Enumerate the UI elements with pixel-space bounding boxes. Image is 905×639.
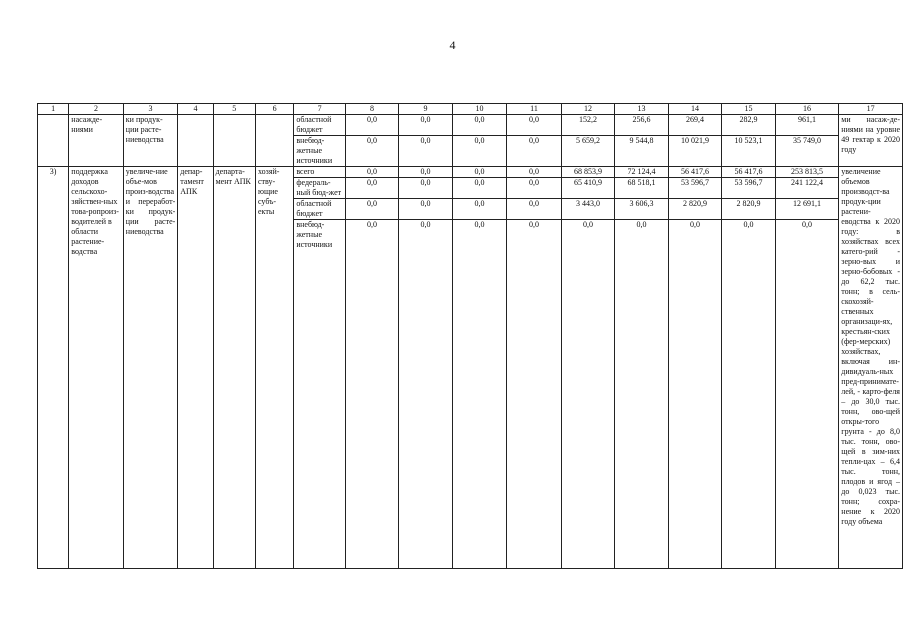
value-cell: 0,0 [775,220,839,569]
col-header: 16 [775,104,839,115]
source-cell: областной бюджет [294,199,345,220]
value-cell: 56 417,6 [668,167,721,178]
value-cell: 0,0 [507,220,562,569]
col-header: 14 [668,104,721,115]
value-cell: 0,0 [452,199,507,220]
value-cell: 0,0 [345,115,398,136]
result-cell: ми насаж-де-ниями на уровне 49 гектар к 2020 году [839,115,903,167]
source-cell: федераль-ный бюд-жет [294,178,345,199]
col-header: 8 [345,104,398,115]
col-header: 12 [561,104,614,115]
value-cell: 0,0 [615,220,668,569]
value-cell: 0,0 [507,167,562,178]
value-cell: 68 518,1 [615,178,668,199]
col-header: 13 [615,104,668,115]
col-header: 7 [294,104,345,115]
result-cell: увеличение объемов производст-ва продук-ции растени-еводства к 2020 году: в хозяйствах всех катего-рий - зерно-вых и зерно-бобовых - до 62,2 тыс. тонн; в сель-скохозяй-ственных организаци-ях, крестьян-ских (фер-мерских) хозяйствах, включая ин-дивидуаль-ных пред-принимате-лей, - карто-феля – до 30,0 тыс. тонн, ово-щей откры-того грунта - до 8,0 тыс. тонн, ово-щей в зим-них тепли-цах – 6,4 тыс. тонн, плодов и ягод – до 0,023 тыс. тонн; сохра-нение к 2020 году объема [839,167,903,569]
value-cell: 0,0 [561,220,614,569]
col-header: 9 [399,104,452,115]
source-cell: областной бюджет [294,115,345,136]
value-cell: 53 596,7 [722,178,775,199]
value-cell: 2 820,9 [668,199,721,220]
value-cell: 3 443,0 [561,199,614,220]
value-cell: 0,0 [668,220,721,569]
measure-cell: насажде-ниями [69,115,124,167]
value-cell: 3 606,3 [615,199,668,220]
item-number-cell: 3) [38,167,69,569]
executor-cell [213,115,255,167]
value-cell: 269,4 [668,115,721,136]
value-cell: 0,0 [399,220,452,569]
col-header: 5 [213,104,255,115]
value-cell: 0,0 [452,220,507,569]
value-cell: 56 417,6 [722,167,775,178]
goal-cell: увеличе-ние объе-мов произ-водства и переработ-ки продук-ции расте-ниеводства [123,167,178,569]
value-cell: 0,0 [399,115,452,136]
value-cell: 0,0 [399,199,452,220]
value-cell: 65 410,9 [561,178,614,199]
value-cell: 0,0 [399,178,452,199]
participant-cell [255,115,293,167]
value-cell: 5 659,2 [561,136,614,167]
value-cell: 0,0 [452,115,507,136]
col-header: 11 [507,104,562,115]
table-row [38,167,903,178]
participant-cell: хозяй-ству-ющие субъ-екты [255,167,293,569]
value-cell: 0,0 [345,136,398,167]
header-row [38,104,903,115]
executor-cell: депар-тамент АПК [178,167,213,569]
page-number: 4 [449,38,456,52]
goal-cell: ки продук-ции расте-ниеводства [123,115,178,167]
source-cell: внебюд-жетные источники [294,136,345,167]
col-header: 10 [452,104,507,115]
value-cell: 10 523,1 [722,136,775,167]
value-cell: 35 749,0 [775,136,839,167]
budget-table [37,103,903,569]
value-cell: 0,0 [345,178,398,199]
value-cell: 0,0 [452,136,507,167]
col-header: 4 [178,104,213,115]
value-cell: 72 124,4 [615,167,668,178]
value-cell: 152,2 [561,115,614,136]
value-cell: 282,9 [722,115,775,136]
col-header: 15 [722,104,775,115]
value-cell: 0,0 [507,115,562,136]
value-cell: 961,1 [775,115,839,136]
value-cell: 0,0 [399,136,452,167]
col-header: 6 [255,104,293,115]
col-header: 17 [839,104,903,115]
value-cell: 256,6 [615,115,668,136]
value-cell: 68 853,9 [561,167,614,178]
value-cell: 9 544,8 [615,136,668,167]
value-cell: 0,0 [345,199,398,220]
value-cell: 0,0 [507,178,562,199]
item-number-cell [38,115,69,167]
col-header: 1 [38,104,69,115]
value-cell: 0,0 [452,178,507,199]
measure-cell: поддержка доходов сельскохо-зяйствен-ных това-ропроиз-водителей в области растение-водства [69,167,124,569]
value-cell: 0,0 [345,167,398,178]
col-header: 3 [123,104,178,115]
value-cell: 241 122,4 [775,178,839,199]
col-header: 2 [69,104,124,115]
value-cell: 0,0 [345,220,398,569]
value-cell: 0,0 [452,167,507,178]
value-cell: 0,0 [722,220,775,569]
executor-cell [178,115,213,167]
value-cell: 53 596,7 [668,178,721,199]
source-cell: внебюд-жетные источники [294,220,345,569]
table-row [38,115,903,136]
value-cell: 0,0 [507,136,562,167]
value-cell: 2 820,9 [722,199,775,220]
executor-cell: департа-мент АПК [213,167,255,569]
value-cell: 253 813,5 [775,167,839,178]
value-cell: 10 021,9 [668,136,721,167]
value-cell: 0,0 [507,199,562,220]
value-cell: 12 691,1 [775,199,839,220]
source-cell: всего [294,167,345,178]
value-cell: 0,0 [399,167,452,178]
